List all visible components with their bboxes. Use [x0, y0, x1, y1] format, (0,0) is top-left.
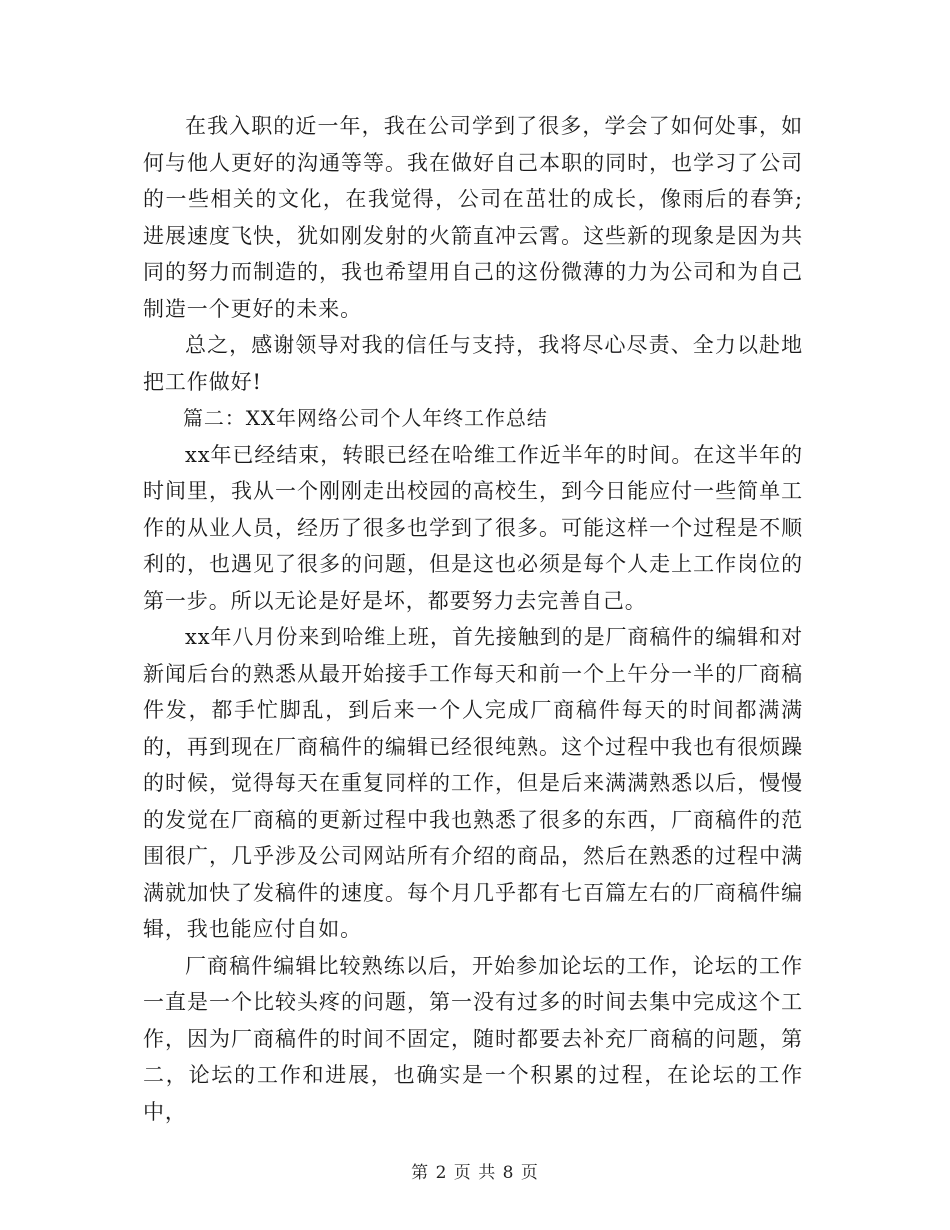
paragraph-2: 总之，感谢领导对我的信任与支持，我将尽心尽责、全力以赴地把工作做好!	[143, 333, 803, 394]
page-number-footer: 第 2 页 共 8 页	[411, 1163, 539, 1183]
document-body	[143, 108, 803, 1130]
section-heading: 篇二：XX年网络公司个人年终工作总结	[183, 406, 548, 430]
paragraph-4: xx年八月份来到哈维上班，首先接触到的是厂商稿件的编辑和对新闻后台的熟悉从最开始接手工作每天和前一个上午分一半的厂商稿件发，都手忙脚乱，到后来一个人完成厂商稿件每天的时间都满满的，再到现在厂商稿件的编辑已经很纯熟。这个过程中我也有很烦躁的时候，觉得每天在重复同样的工作，但是后来满满熟悉以后，慢慢的发觉在厂商稿的更新过程中我也熟悉了很多的东西，厂商稿件的范围很广，几乎涉及公司网站所有介绍的商品，然后在熟悉的过程中满满就加快了发稿件的速度。每个月几乎都有七百篇左右的厂商稿件编辑，我也能应付自如。	[143, 625, 803, 941]
paragraph-3: xx年已经结束，转眼已经在哈维工作近半年的时间。在这半年的时间里，我从一个刚刚走出校园的高校生，到今日能应付一些简单工作的从业人员，经历了很多也学到了很多。可能这样一个过程是不顺利的，也遇见了很多的问题，但是这也必须是每个人走上工作岗位的第一步。所以无论是好是坏，都要努力去完善自己。	[143, 442, 803, 613]
paragraph-1: 在我入职的近一年，我在公司学到了很多，学会了如何处事，如何与他人更好的沟通等等。我在做好自己本职的同时，也学习了公司的一些相关的文化，在我觉得，公司在茁壮的成长，像雨后的春笋;进展速度飞快，犹如刚发射的火箭直冲云霄。这些新的现象是因为共同的努力而制造的，我也希望用自己的这份微薄的力为公司和为自己制造一个更好的未来。	[143, 114, 803, 321]
paragraph-5: 厂商稿件编辑比较熟练以后，开始参加论坛的工作，论坛的工作一直是一个比较头疼的问题，第一没有过多的时间去集中完成这个工作，因为厂商稿件的时间不固定，随时都要去补充厂商稿的问题，第二，论坛的工作和进展，也确实是一个积累的过程，在论坛的工作中，	[143, 953, 803, 1124]
